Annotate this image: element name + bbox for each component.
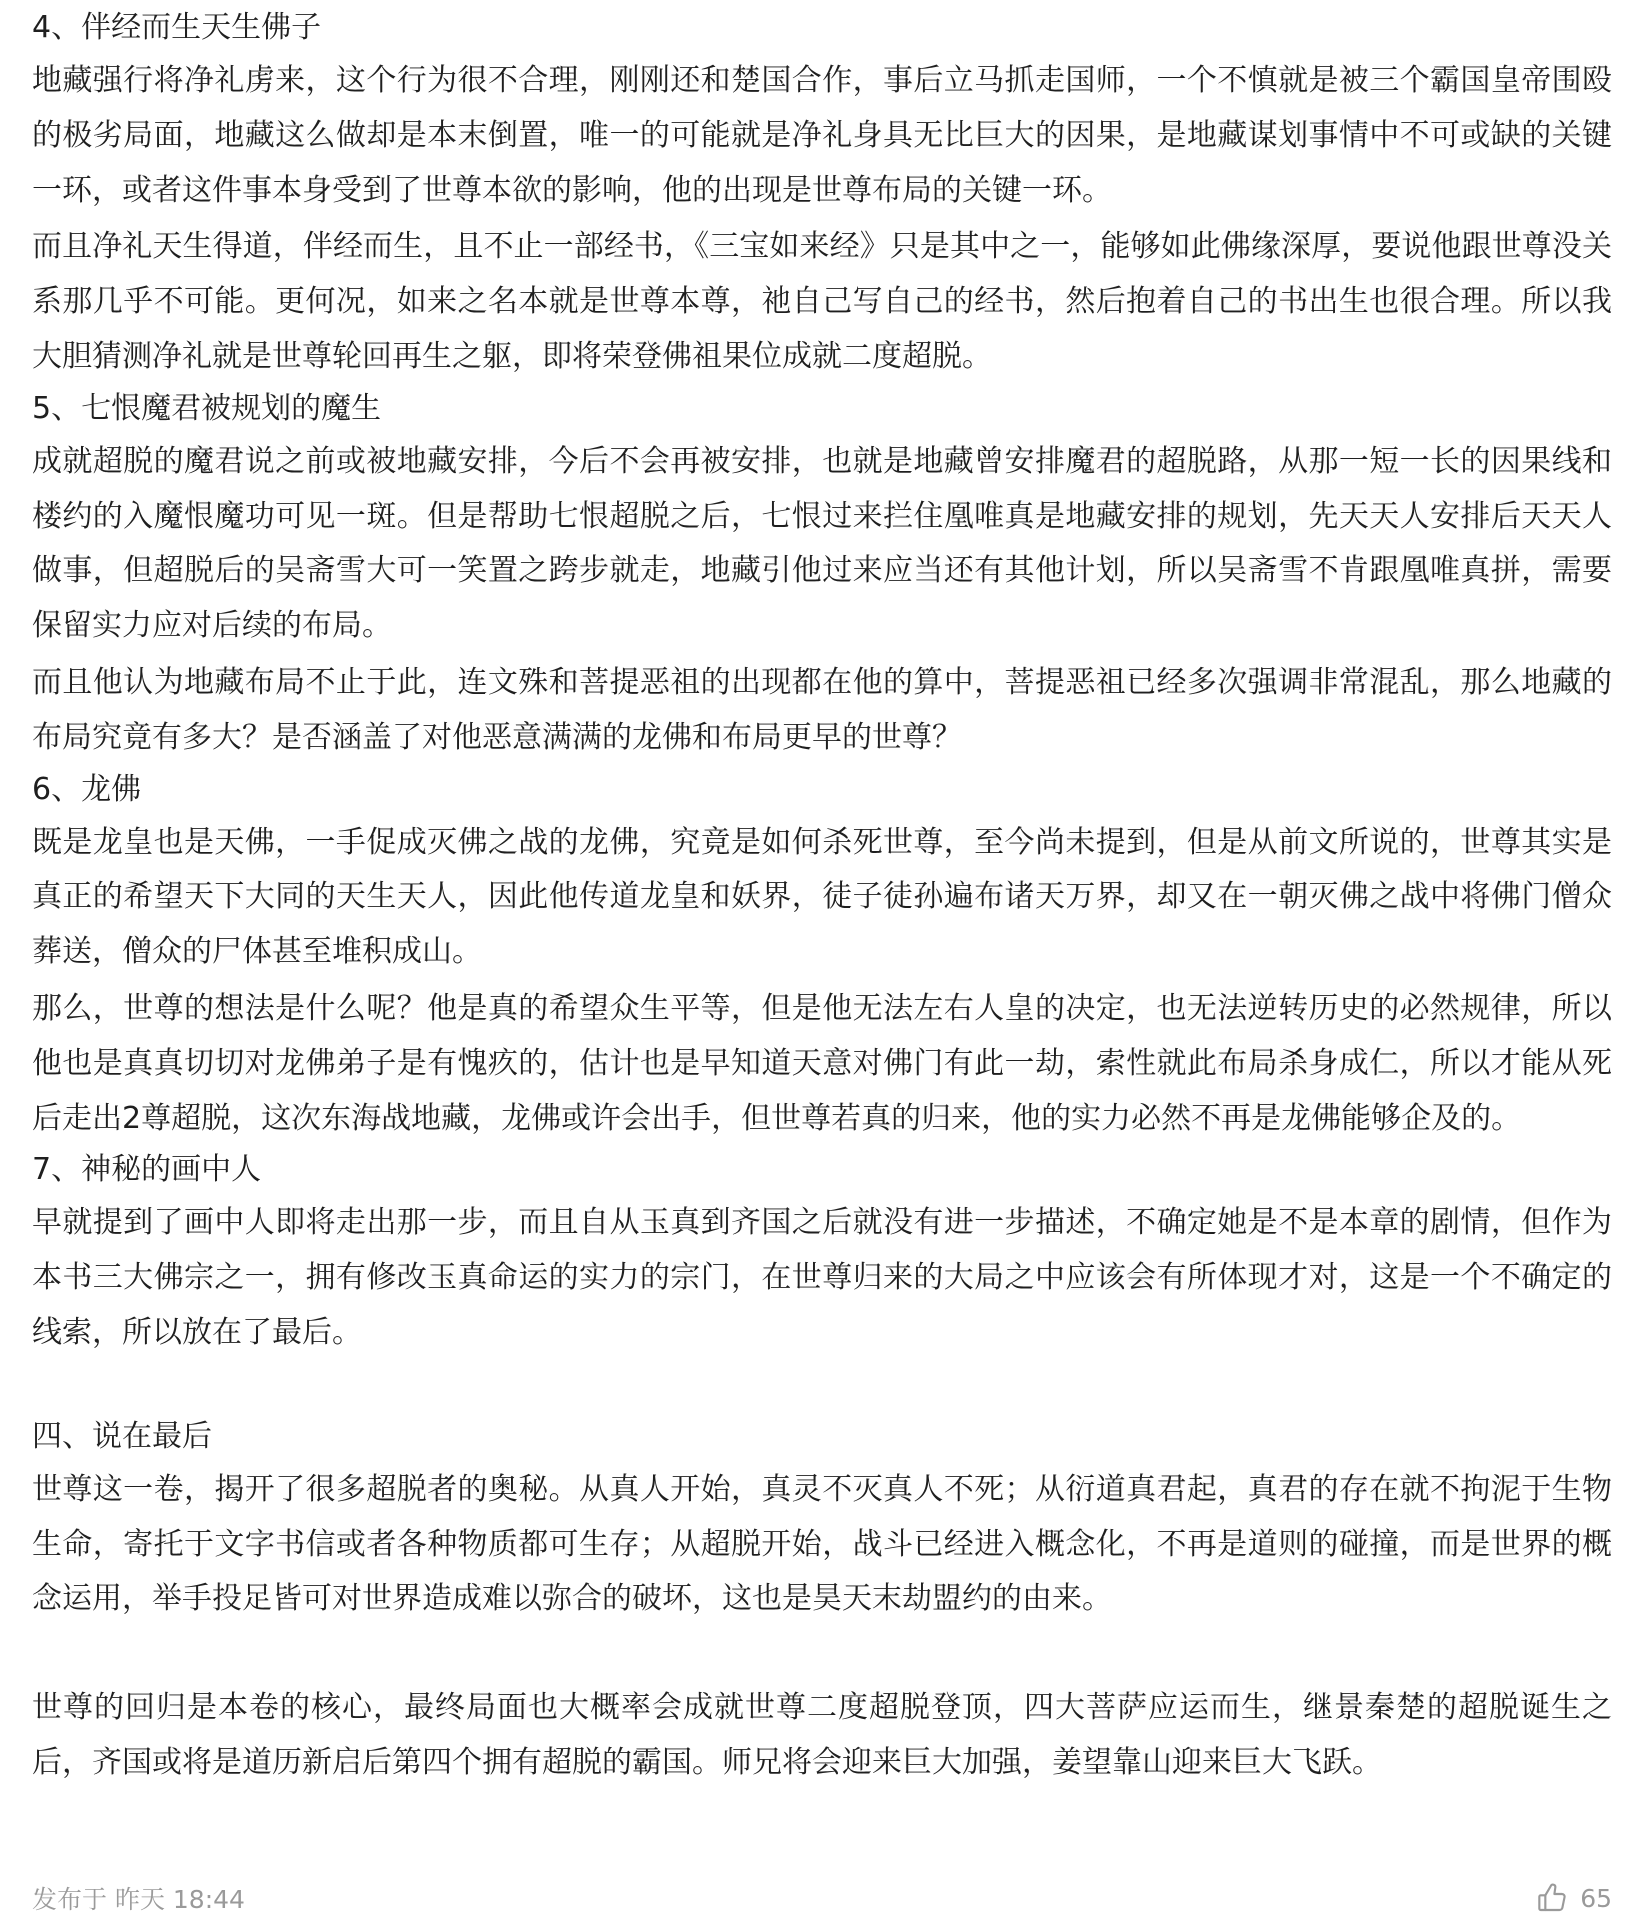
paragraph: 既是龙皇也是天佛，一手促成灭佛之战的龙佛，究竟是如何杀死世尊，至今尚未提到，但是从前文所说的，世尊其实是真正的希望天下大同的天生天人，因此他传道龙皇和妖界，徒子徒孙遍布诸天万界，却又在一朝灭佛之战中将佛门僧众葬送，僧众的尸体甚至堆积成山。	[32, 824, 1612, 970]
paragraph: 而且净礼天生得道，伴经而生，且不止一部经书，《三宝如来经》只是其中之一，能够如此佛缘深厚，要说他跟世尊没关系那几乎不可能。更何况，如来之名本就是世尊本尊，祂自己写自己的经书，然后抱着自己的书出生也很合理。所以我大胆猜测净礼就是世尊轮回再生之躯，即将荣登佛祖果位成就二度超脱。	[32, 229, 1612, 374]
paragraph: 成就超脱的魔君说之前或被地藏安排，今后不会再被安排，也就是地藏曾安排魔君的超脱路，从那一短一长的因果线和楼约的入魔恨魔功可见一斑。但是帮助七恨超脱之后，七恨过来拦住凰唯真是地藏安排的规划，先天天人安排后天天人做事，但超脱后的吴斋雪大可一笑置之跨步就走，地藏引他过来应当还有其他计划，所以吴斋雪不肯跟凰唯真拼，需要保留实力应对后续的布局。	[32, 443, 1612, 644]
like-count: 65	[1580, 1883, 1612, 1913]
paragraph: 早就提到了画中人即将走出那一步，而且自从玉真到齐国之后就没有进一步描述，不确定她是不是本章的剧情，但作为本书三大佛宗之一，拥有修改玉真命运的实力的宗门，在世尊归来的大局之中应该会有所体现才对，这是一个不确定的线索，所以放在了最后。	[32, 1205, 1612, 1350]
section-7	[32, 1148, 1612, 1360]
paragraph: 世尊这一卷，揭开了很多超脱者的奥秘。从真人开始，真灵不灭真人不死；从衍道真君起，真君的存在就不拘泥于生物生命，寄托于文字书信或者各种物质都可生存；从超脱开始，战斗已经进入概念化，不再是道则的碰撞，而是世界的概念运用，举手投足皆可对世界造成难以弥合的破坏，这也是昊天末劫盟约的由来。	[32, 1471, 1612, 1617]
like-button[interactable]	[1536, 1882, 1612, 1914]
thumbs-up-icon	[1536, 1882, 1568, 1914]
section-heading: 6、龙佛	[32, 771, 142, 807]
section-heading: 7、神秘的画中人	[32, 1152, 262, 1188]
spacer	[32, 1363, 1612, 1415]
spacer	[32, 1629, 1612, 1681]
section-6	[32, 768, 1612, 1147]
paragraph: 地藏强行将净礼虏来，这个行为很不合理，刚刚还和楚国合作，事后立马抓走国师，一个不慎就是被三个霸国皇帝围殴的极劣局面，地藏这么做却是本末倒置，唯一的可能就是净礼身具无比巨大的因果，是地藏谋划事情中不可或缺的关键一环，或者这件事本身受到了世尊本欲的影响，他的出现是世尊布局的关键一环。	[32, 63, 1612, 208]
section-5	[32, 387, 1612, 766]
post-footer	[32, 1878, 1612, 1918]
paragraph: 而且他认为地藏布局不止于此，连文殊和菩提恶祖的出现都在他的算中，菩提恶祖已经多次强调非常混乱，那么地藏的布局究竟有多大？是否涵盖了对他恶意满满的龙佛和布局更早的世尊？	[32, 664, 1612, 755]
article-body	[32, 6, 1612, 1793]
section-heading: 4、伴经而生天生佛子	[32, 10, 322, 45]
paragraph: 世尊的回归是本卷的核心，最终局面也大概率会成就世尊二度超脱登顶，四大菩萨应运而生，继景秦楚的超脱诞生之后，齐国或将是道历新启后第四个拥有超脱的霸国。师兄将会迎来巨大加强，姜望靠山迎来巨大飞跃。	[32, 1690, 1612, 1780]
section-4	[32, 6, 1612, 385]
section-heading: 四、说在最后	[32, 1418, 212, 1454]
publish-time: 发布于 昨天 18:44	[32, 1885, 245, 1914]
section-conclusion	[32, 1415, 1612, 1791]
section-heading: 5、七恨魔君被规划的魔生	[32, 390, 382, 426]
paragraph: 那么，世尊的想法是什么呢？他是真的希望众生平等，但是他无法左右人皇的决定，也无法逆转历史的必然规律，所以他也是真真切切对龙佛弟子是有愧疚的，估计也是早知道天意对佛门有此一劫，索性就此布局杀身成仁，所以才能从死后走出2尊超脱，这次东海战地藏，龙佛或许会出手，但世尊若真的归来，他的实力必然不再是龙佛能够企及的。	[32, 990, 1612, 1136]
